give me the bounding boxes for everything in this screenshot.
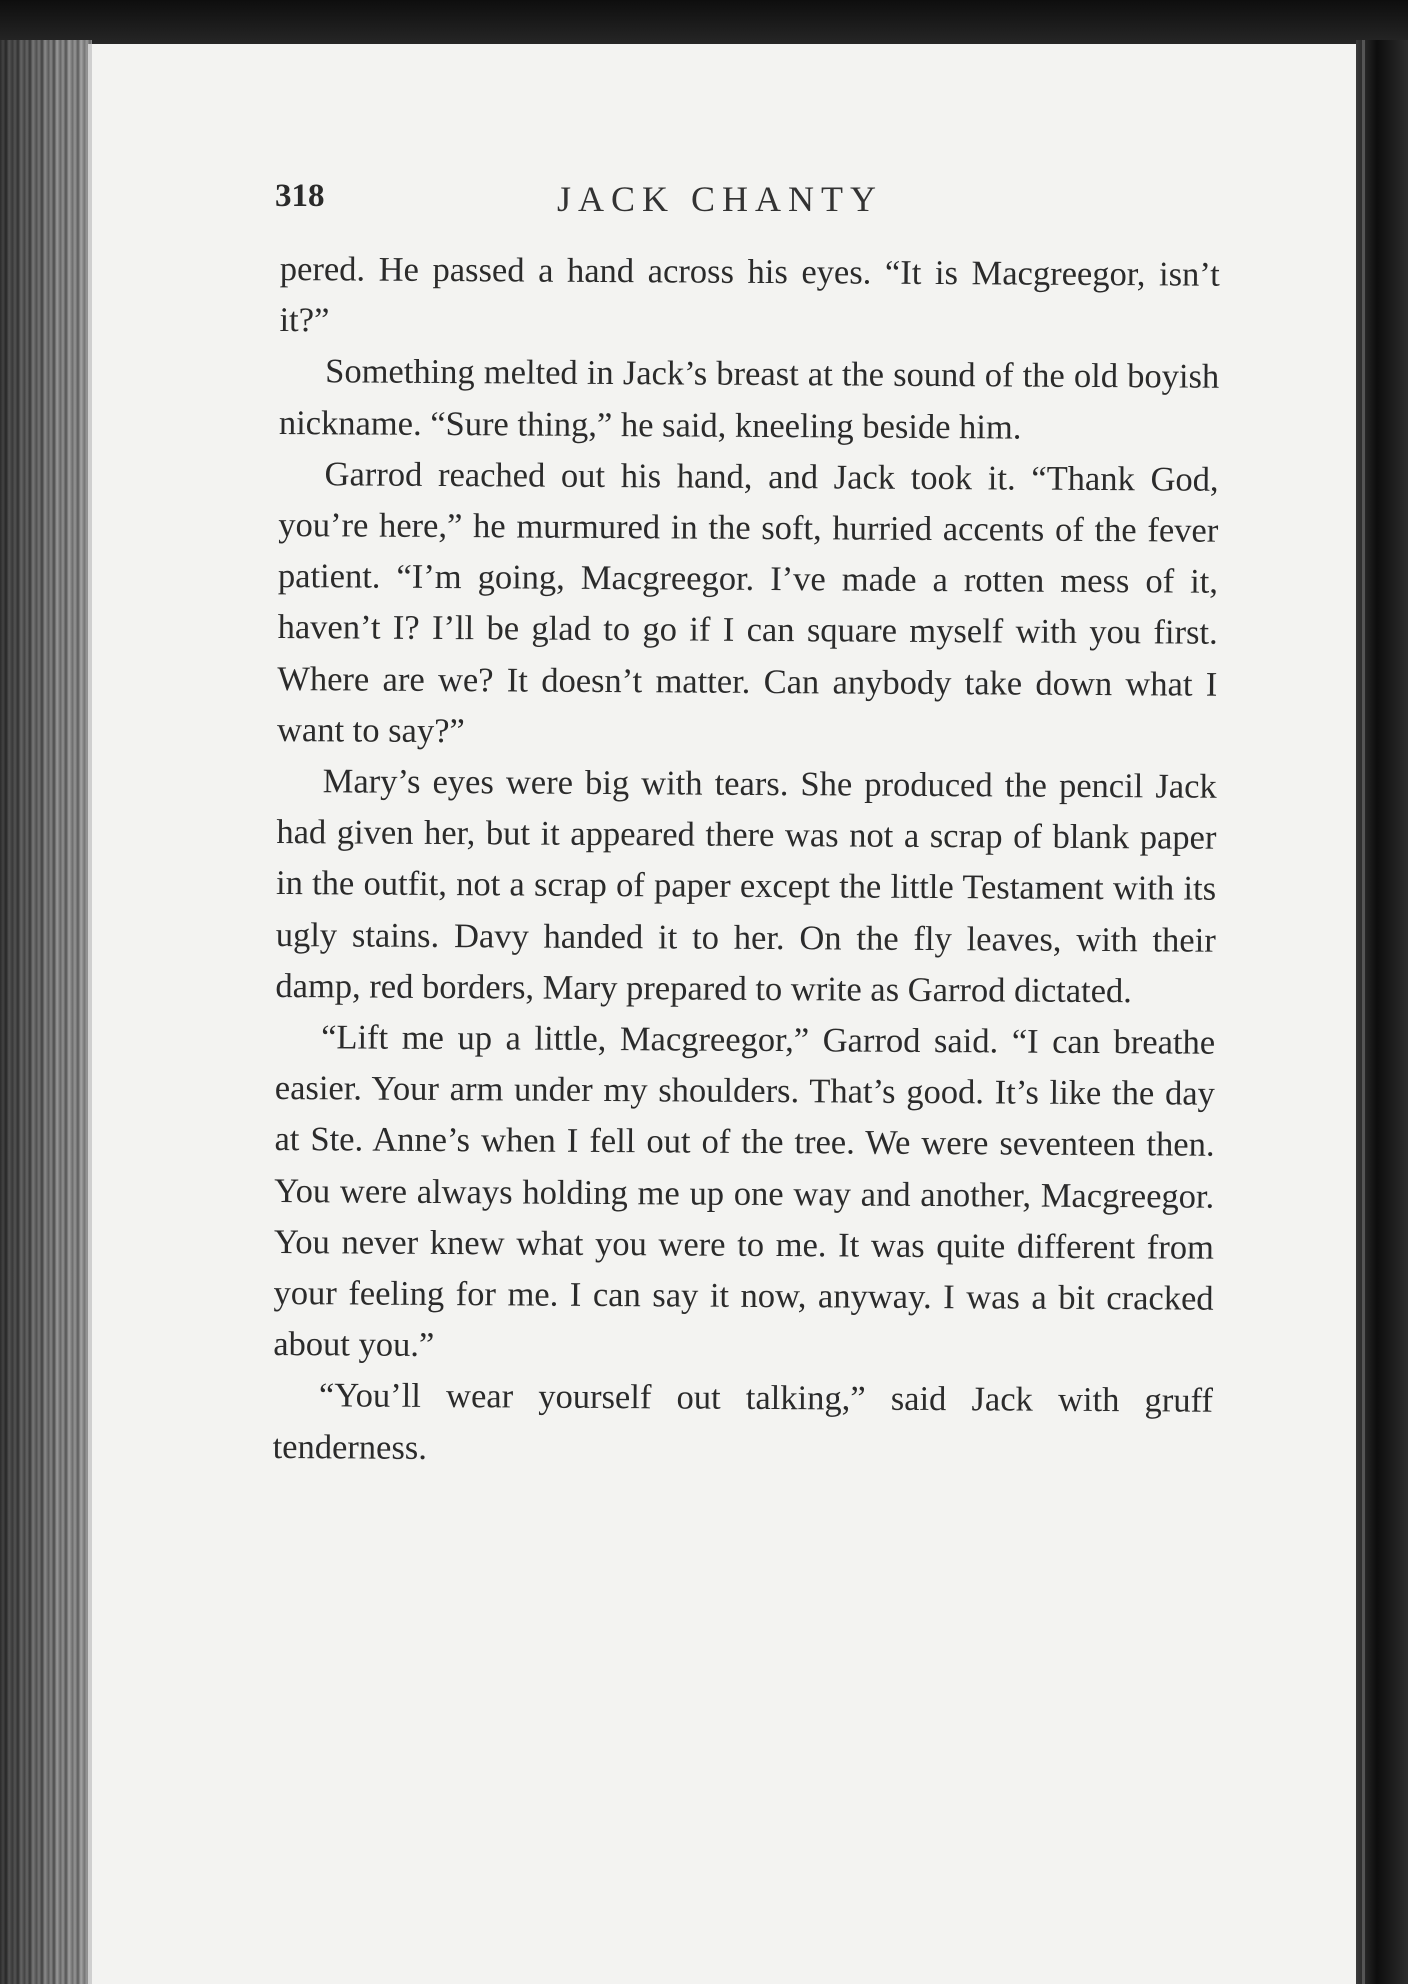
running-title: JACK CHANTY (557, 179, 884, 219)
paragraph: “Lift me up a little, Macgreegor,” Garrod said. “I can breathe easier. Your arm under my shoulders. That’s good. It’s like the day at Ste. Anne’s when I fell out of the tree. We were seventeen then. You were always holding me up one way and another, Macgreegor. You never knew what you were to me. It was quite different from your feeling for me. I can say it now, anyway. I was a bit cracked about you.” (273, 1018, 1216, 1365)
paragraph: Garrod reached out his hand, and Jack took it. “Thank God, you’re here,” he murmured in the soft, hurried accents of the fever patient. “I’m going, Macgreegor. I’ve made a rotten mess of it, haven’t I? I’ll be glad to go if I can square myself with you first. Where are we? It doesn’t matter. Can anybody take down what I want to say?” (276, 455, 1219, 750)
paragraph: Mary’s eyes were big with tears. She produced the pencil Jack had given her, but it appeared there was not a scrap of blank paper in the outfit, not a scrap of paper except the little Testament with its ugly stains. Davy handed it to her. On the fly leaves, with their damp, red borders, Mary prepared to write as Garrod dictated. (275, 762, 1217, 1011)
gutter-line (1362, 40, 1365, 1984)
page-edges-shade (0, 40, 92, 1984)
page-number: 318 (275, 178, 325, 214)
paragraph: “You’ll wear yourself out talking,” said Jack with gruff tenderness. (272, 1376, 1214, 1467)
paragraph: Something melted in Jack’s breast at the sound of the old boyish nickname. “Sure thing,” he said, kneeling beside him. (278, 352, 1220, 447)
running-head (275, 178, 1235, 228)
paragraph: pered. He passed a hand across his eyes. “It is Macgreegor, isn’t it?” (279, 249, 1220, 340)
body-text (272, 244, 1219, 1479)
